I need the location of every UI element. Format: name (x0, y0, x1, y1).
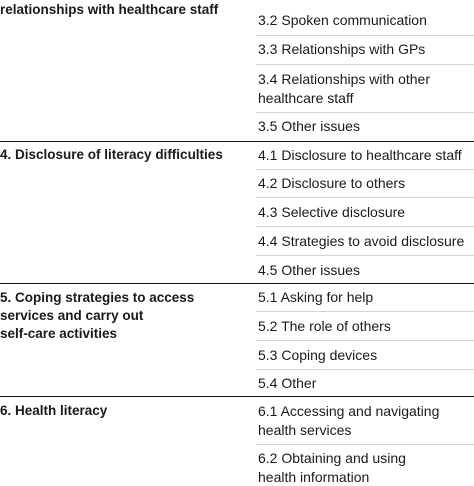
subtheme-5-1: 5.1 Asking for help (258, 289, 374, 305)
subtheme-4-5: 4.5 Other issues (258, 262, 360, 278)
theme-5-label-line2: services and carry out (0, 308, 144, 323)
subtheme-3-4: 3.4 Relationships with other (258, 71, 430, 87)
subtheme-6-2: 6.2 Obtaining and using (258, 450, 406, 466)
subtheme-4-3: 4.3 Selective disclosure (258, 204, 406, 220)
row-divider (256, 226, 474, 227)
row-divider (256, 197, 474, 198)
section-divider (0, 283, 474, 284)
theme-5-label-line3: self-care activities (0, 326, 118, 341)
theme-6-label: 6. Health literacy (0, 403, 108, 418)
row-divider (256, 311, 474, 312)
subtheme-3-3: 3.3 Relationships with GPs (258, 41, 426, 57)
subtheme-5-4: 5.4 Other (258, 375, 317, 391)
section-divider (0, 396, 474, 397)
row-divider (256, 369, 474, 370)
subtheme-4-4: 4.4 Strategies to avoid disclosure (258, 233, 465, 249)
subtheme-6-1-cont: health services (258, 422, 352, 438)
subtheme-6-1: 6.1 Accessing and navigating (258, 403, 440, 419)
subtheme-5-2: 5.2 The role of others (258, 318, 391, 334)
subtheme-4-2: 4.2 Disclosure to others (258, 175, 406, 191)
subtheme-4-1: 4.1 Disclosure to healthcare staff (258, 147, 462, 163)
subtheme-3-5: 3.5 Other issues (258, 118, 360, 134)
row-divider (256, 169, 474, 170)
row-divider (256, 112, 474, 113)
row-divider (256, 35, 474, 36)
section-divider (0, 141, 474, 142)
theme-5-label-line1: 5. Coping strategies to access (0, 290, 195, 305)
subtheme-3-2: 3.2 Spoken communication (258, 12, 427, 28)
theme-3-label: relationships with healthcare staff (0, 2, 219, 17)
theme-4-label: 4. Disclosure of literacy difficulties (0, 147, 223, 162)
row-divider (256, 64, 474, 65)
row-divider (256, 444, 474, 445)
subtheme-5-3: 5.3 Coping devices (258, 347, 378, 363)
subtheme-6-2-cont: health information (258, 469, 370, 485)
row-divider (256, 340, 474, 341)
subtheme-3-4-cont: healthcare staff (258, 90, 354, 106)
row-divider (256, 255, 474, 256)
